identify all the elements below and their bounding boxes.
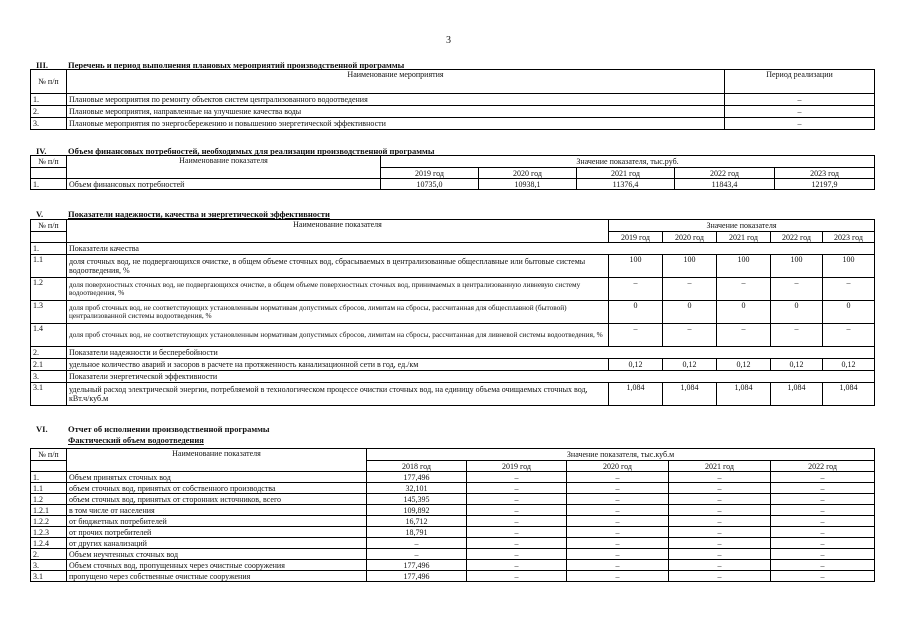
row-num: 1.1 (31, 483, 67, 494)
row-value: 32,101 (367, 483, 467, 494)
row-name: доля проб сточных вод, не соответствующих установленным нормативам допустимых сбросов, лимитам на сбросы, рассчитанная для общесплавной (бытовой) централизованной системы водоотведения, % (67, 301, 609, 324)
row-num: 2. (31, 106, 67, 118)
row-name: пропущено через собственные очистные сооружения (67, 571, 367, 582)
row-value: – (567, 483, 669, 494)
row-name: удельный расход электрической энергии, потребляемой в технологическом процессе очистки сточных вод, на единицу объема очищаемых сточных вод, кВт.ч/куб.м (67, 383, 609, 406)
table-row (31, 278, 875, 301)
row-value: 0,12 (717, 359, 771, 371)
row-value: – (567, 549, 669, 560)
row-value: – (669, 571, 771, 582)
row-value: – (367, 549, 467, 560)
section-6-heading (36, 424, 270, 434)
table-row (31, 106, 875, 118)
section-5-table (30, 219, 875, 406)
table-row (31, 560, 875, 571)
section-5-title: Показатели надежности, качества и энергетической эффективности (68, 209, 330, 219)
row-num: 1.4 (31, 324, 67, 347)
row-num: 1.1 (31, 255, 67, 278)
header-name: Наименование показателя (67, 449, 367, 472)
row-value: – (567, 516, 669, 527)
row-name: доля проб сточных вод, не соответствующих установленным нормативам допустимых сбросов, лимитам на сбросы, рассчитанная для ливневой системы водоотведения, % (67, 324, 609, 347)
row-num: 3.1 (31, 383, 67, 406)
table-row (31, 527, 875, 538)
row-num: 2. (31, 347, 67, 359)
table-row (31, 483, 875, 494)
row-value: 0 (609, 301, 663, 324)
header-year: 2021 год (669, 461, 771, 472)
row-period: – (725, 106, 875, 118)
row-value: – (669, 527, 771, 538)
row-value: 0 (823, 301, 875, 324)
row-num: 2. (31, 549, 67, 560)
row-name: Плановые мероприятия, направленные на улучшение качества воды (67, 106, 725, 118)
row-value: – (467, 560, 567, 571)
row-num: 3. (31, 560, 67, 571)
row-value: – (669, 560, 771, 571)
header-year: 2022 год (771, 461, 875, 472)
table-row (31, 179, 875, 190)
row-value: 11376,4 (577, 179, 675, 190)
row-name: от других канализаций (67, 538, 367, 549)
row-value: 12197,9 (775, 179, 875, 190)
header-year: 2020 год (663, 232, 717, 243)
row-value: 100 (771, 255, 823, 278)
header-year: 2023 год (775, 168, 875, 179)
row-value: – (669, 472, 771, 483)
header-year: 2023 год (823, 232, 875, 243)
row-name: в том числе от населения (67, 505, 367, 516)
section-6-subtitle (68, 435, 204, 445)
row-name: Объем принятых сточных вод (67, 472, 367, 483)
row-value: 16,712 (367, 516, 467, 527)
header-year: 2020 год (479, 168, 577, 179)
table-row (31, 118, 875, 130)
header-num: № п/п (31, 220, 67, 232)
row-value: – (663, 278, 717, 301)
row-value: 11843,4 (675, 179, 775, 190)
header-name: Наименование показателя (67, 156, 381, 179)
row-value: – (717, 324, 771, 347)
row-value: – (771, 494, 875, 505)
row-value: – (669, 516, 771, 527)
row-num: 3.1 (31, 571, 67, 582)
row-value: 100 (609, 255, 663, 278)
row-value: – (567, 538, 669, 549)
section-4-table (30, 155, 875, 190)
header-year: 2021 год (717, 232, 771, 243)
row-name: удельное количество аварий и засоров в расчете на протяженность канализационной сети в год, ед./км (67, 359, 609, 371)
row-value: – (823, 278, 875, 301)
header-year: 2022 год (771, 232, 823, 243)
header-period: Период реализации (725, 70, 875, 94)
row-value: 18,791 (367, 527, 467, 538)
header-year: 2019 год (381, 168, 479, 179)
row-name: Плановые мероприятия по ремонту объектов систем централизованного водоотведения (67, 94, 725, 106)
section-3-number: III. (36, 60, 49, 70)
row-value: – (467, 527, 567, 538)
row-value: 1,084 (663, 383, 717, 406)
row-value: – (771, 560, 875, 571)
section-4-title: Объем финансовых потребностей, необходимых для реализации производственной программы (68, 146, 435, 156)
row-value: – (467, 538, 567, 549)
row-value: – (771, 324, 823, 347)
row-num: 1.2.1 (31, 505, 67, 516)
row-name: доля поверхностных сточных вод, не подвергающихся очистке, в общем объеме поверхностных сточных вод, принимаемых в централизованную ливневую систему водоотведения, % (67, 278, 609, 301)
row-value: 1,084 (609, 383, 663, 406)
row-value: – (609, 324, 663, 347)
table-row (31, 516, 875, 527)
header-year: 2022 год (675, 168, 775, 179)
header-num: № п/п (31, 70, 67, 94)
section-3-table (30, 69, 875, 130)
table-row (31, 549, 875, 560)
table-row (31, 472, 875, 483)
row-value: – (717, 278, 771, 301)
table-row (31, 505, 875, 516)
row-name: Показатели качества (67, 243, 875, 255)
header-value: Значение показателя, тыс.руб. (381, 156, 875, 168)
row-num: 1.2.4 (31, 538, 67, 549)
row-value: 0 (663, 301, 717, 324)
header-year: 2021 год (577, 168, 675, 179)
row-period: – (725, 94, 875, 106)
row-value: – (771, 472, 875, 483)
row-value: 0,12 (663, 359, 717, 371)
table-row (31, 94, 875, 106)
row-name: Объем неучтенных сточных вод (67, 549, 367, 560)
row-value: 100 (823, 255, 875, 278)
table-row (31, 347, 875, 359)
row-value: 0,12 (609, 359, 663, 371)
row-value: 109,892 (367, 505, 467, 516)
row-value: – (669, 494, 771, 505)
row-value: 177,496 (367, 571, 467, 582)
row-name: Показатели энергетической эффективности (67, 371, 875, 383)
row-num: 1.3 (31, 301, 67, 324)
header-year: 2019 год (609, 232, 663, 243)
header-num: № п/п (31, 156, 67, 168)
table-row (31, 494, 875, 505)
header-value: Значение показателя (609, 220, 875, 232)
row-value: – (669, 538, 771, 549)
table-row (31, 255, 875, 278)
row-value: 100 (717, 255, 771, 278)
header-value: Значение показателя, тыс.куб.м (367, 449, 875, 461)
row-value: – (609, 278, 663, 301)
section-6-number: VI. (36, 424, 48, 434)
row-value: 1,084 (823, 383, 875, 406)
section-5-number: V. (36, 209, 44, 219)
section-4-number: IV. (36, 146, 47, 156)
row-value: – (771, 527, 875, 538)
table-row (31, 301, 875, 324)
row-value: – (567, 571, 669, 582)
row-name: Объем сточных вод, пропущенных через очистные сооружения (67, 560, 367, 571)
row-value: – (663, 324, 717, 347)
row-name: от бюджетных потребителей (67, 516, 367, 527)
row-num: 3. (31, 371, 67, 383)
row-num: 1.2 (31, 494, 67, 505)
row-num: 1.2.2 (31, 516, 67, 527)
row-num: 1.2.3 (31, 527, 67, 538)
row-value: – (771, 571, 875, 582)
row-num: 1. (31, 472, 67, 483)
row-value: – (467, 505, 567, 516)
row-value: – (467, 483, 567, 494)
row-value: 145,395 (367, 494, 467, 505)
row-value: – (771, 505, 875, 516)
row-value: – (771, 278, 823, 301)
row-value: 0 (717, 301, 771, 324)
table-header-row (31, 220, 875, 232)
row-value: – (567, 494, 669, 505)
table-row (31, 243, 875, 255)
table-row (31, 324, 875, 347)
row-value: 0,12 (823, 359, 875, 371)
row-value: 0 (771, 301, 823, 324)
table-row (31, 359, 875, 371)
section-5-heading (36, 209, 330, 219)
row-value: 177,496 (367, 560, 467, 571)
row-value: – (771, 516, 875, 527)
row-num: 2.1 (31, 359, 67, 371)
row-name: объем сточных вод, принятых от собственного производства (67, 483, 367, 494)
row-value: – (567, 560, 669, 571)
table-row (31, 383, 875, 406)
row-name: Показатели надежности и бесперебойности (67, 347, 875, 359)
row-num: 3. (31, 118, 67, 130)
row-value: – (669, 483, 771, 494)
row-num: 1. (31, 94, 67, 106)
row-value: – (771, 483, 875, 494)
row-value: – (367, 538, 467, 549)
row-value: – (567, 472, 669, 483)
row-value: 10735,0 (381, 179, 479, 190)
row-value: – (467, 549, 567, 560)
table-row (31, 571, 875, 582)
table-header-row (31, 70, 875, 94)
row-name: объем сточных вод, принятых от сторонних источников, всего (67, 494, 367, 505)
header-num: № п/п (31, 449, 67, 461)
row-value: 1,084 (771, 383, 823, 406)
table-row (31, 538, 875, 549)
row-value: 177,496 (367, 472, 467, 483)
row-value: – (669, 549, 771, 560)
row-name: Объем финансовых потребностей (67, 179, 381, 190)
row-name: доля сточных вод, не подвергающихся очистке, в общем объеме сточных вод, сбрасываемых в централизованные общесплавные или бытовые системы водоотведения, % (67, 255, 609, 278)
page-number: 3 (446, 35, 451, 46)
row-value: – (567, 527, 669, 538)
row-value: – (467, 494, 567, 505)
row-num: 1. (31, 179, 67, 190)
row-num: 1. (31, 243, 67, 255)
row-value: 1,084 (717, 383, 771, 406)
table-header-row (31, 156, 875, 168)
row-value: – (467, 571, 567, 582)
header-year: 2020 год (567, 461, 669, 472)
row-value: – (467, 472, 567, 483)
row-name: от прочих потребителей (67, 527, 367, 538)
row-value: 0,12 (771, 359, 823, 371)
row-value: – (467, 516, 567, 527)
header-name: Наименование показателя (67, 220, 609, 243)
row-period: – (725, 118, 875, 130)
row-value: 100 (663, 255, 717, 278)
header-year: 2019 год (467, 461, 567, 472)
row-value: – (567, 505, 669, 516)
row-value: 10938,1 (479, 179, 577, 190)
section-6-subtitle-text: Фактический объем водоотведения (68, 435, 204, 445)
section-6-title: Отчет об исполнении производственной программы (68, 424, 270, 434)
section-6-table (30, 448, 875, 582)
table-row (31, 371, 875, 383)
header-name: Наименование мероприятия (67, 70, 725, 94)
table-header-row (31, 449, 875, 461)
section-3-title: Перечень и период выполнения плановых мероприятий производственной программы (68, 60, 405, 70)
row-value: – (771, 549, 875, 560)
row-value: – (823, 324, 875, 347)
row-num: 1.2 (31, 278, 67, 301)
row-name: Плановые мероприятия по энергосбережению и повышению энергетической эффективности (67, 118, 725, 130)
header-year: 2018 год (367, 461, 467, 472)
row-value: – (771, 538, 875, 549)
row-value: – (669, 505, 771, 516)
